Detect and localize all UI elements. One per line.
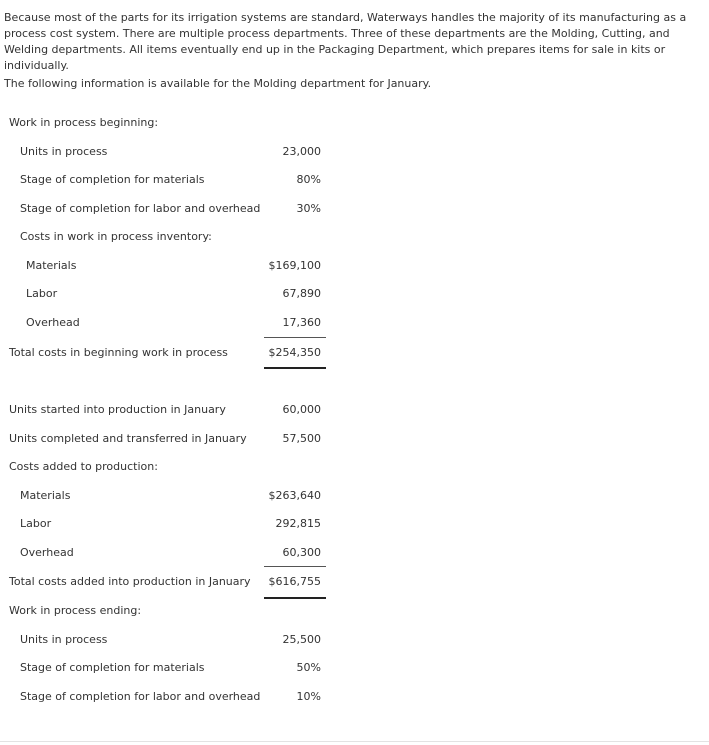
wip-beginning-heading-row <box>0 113 709 133</box>
row-label: Units in process <box>20 633 108 646</box>
table-row <box>0 227 709 247</box>
subtotal-rule <box>264 337 326 338</box>
total-rule <box>264 597 326 599</box>
table-row <box>0 142 709 162</box>
row-value: 10% <box>296 690 321 703</box>
table-row <box>0 630 709 650</box>
row-label: Stage of completion for labor and overhead <box>20 690 261 703</box>
row-value: 60,300 <box>282 546 321 559</box>
total-rule <box>264 367 326 369</box>
table-row <box>0 429 709 449</box>
row-label: Total costs added into production in January <box>9 575 251 588</box>
table-row <box>0 687 709 707</box>
row-value: 30% <box>296 202 321 215</box>
row-label: Units in process <box>20 145 108 158</box>
subtotal-rule <box>264 566 326 567</box>
row-label: Units started into production in January <box>9 403 226 416</box>
row-label: Labor <box>26 287 58 300</box>
table-row <box>0 199 709 219</box>
row-label: Stage of completion for materials <box>20 173 205 186</box>
row-value: 57,500 <box>282 432 321 445</box>
table-row <box>0 343 709 363</box>
row-value: 292,815 <box>275 517 321 530</box>
row-value: 25,500 <box>282 633 321 646</box>
row-label: Stage of completion for labor and overhead <box>20 202 261 215</box>
row-value: $169,100 <box>268 259 321 272</box>
wip-ending-heading-row <box>0 601 709 621</box>
row-value: 23,000 <box>282 145 321 158</box>
row-value: $254,350 <box>268 346 321 359</box>
row-value: 60,000 <box>282 403 321 416</box>
table-row <box>0 514 709 534</box>
row-value: 67,890 <box>282 287 321 300</box>
intro-paragraph: Because most of the parts for its irrigation systems are standard, Waterways handles the majority of its manufacturing as a process cost system. There are multiple process departments. Three of these departments are the Molding, Cutting, and Welding departments. All items eventually end up in the Packaging Department, which prepares items for sale in kits or individually. <box>4 11 687 72</box>
table-row <box>0 543 709 563</box>
row-value: 50% <box>296 661 321 674</box>
row-label: Materials <box>26 259 77 272</box>
row-label: Overhead <box>26 316 80 329</box>
wip-beginning-heading: Work in process beginning: <box>9 116 159 129</box>
row-label: Total costs in beginning work in process <box>9 346 228 359</box>
bottom-divider <box>0 741 709 742</box>
table-row <box>0 400 709 420</box>
row-label: Units completed and transferred in January <box>9 432 247 445</box>
table-row <box>0 457 709 477</box>
table-row <box>0 256 709 276</box>
table-row <box>0 313 709 333</box>
table-row <box>0 170 709 190</box>
row-value: $616,755 <box>268 575 321 588</box>
row-label: Stage of completion for materials <box>20 661 205 674</box>
row-label: Labor <box>20 517 52 530</box>
subintro-paragraph: The following information is available for the Molding department for January. <box>4 77 432 90</box>
row-label: Costs in work in process inventory: <box>20 230 212 243</box>
table-row <box>0 486 709 506</box>
row-label: Materials <box>20 489 71 502</box>
table-row <box>0 658 709 678</box>
row-value: 80% <box>296 173 321 186</box>
wip-ending-heading: Work in process ending: <box>9 604 142 617</box>
row-label: Costs added to production: <box>9 460 158 473</box>
table-row <box>0 572 709 592</box>
row-label: Overhead <box>20 546 74 559</box>
table-row <box>0 284 709 304</box>
row-value: 17,360 <box>282 316 321 329</box>
row-value: $263,640 <box>268 489 321 502</box>
